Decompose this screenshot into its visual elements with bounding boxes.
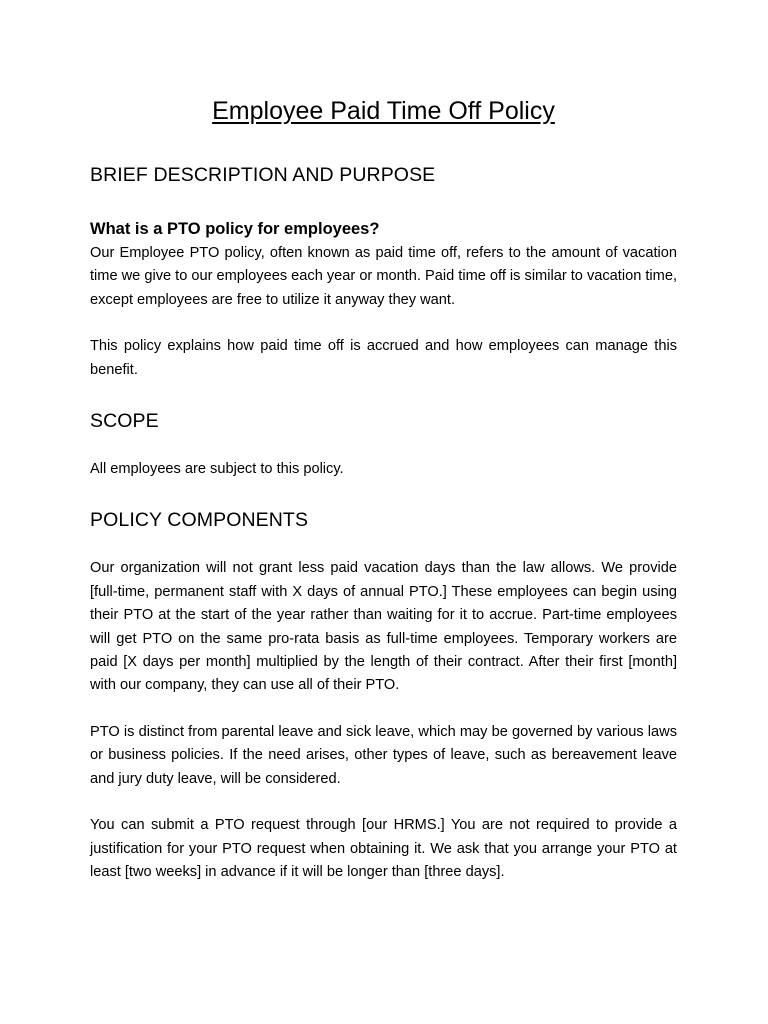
section-heading-scope: SCOPE: [90, 410, 159, 433]
paragraph-pto-definition: Our Employee PTO policy, often known as paid time off, refers to the amount of vacation time we give to our employees each year or month. Paid time off is similar to vacation time, except employees are free to utilize it anyway they want.: [90, 245, 677, 308]
paragraph-vacation-days: Our organization will not grant less paid vacation days than the law allows. We provide [full-time, permanent staff with X days of annual PTO.] These employees can begin using their PTO at the start of the year rather than waiting for it to accrue. Part-time employees will get PTO on the same pro-rata basis as full-time employees. Temporary workers are paid [X days per month] multiplied by the length of their contract. After their first [month] with our company, they can use all of their PTO.: [90, 560, 677, 694]
document-title: Employee Paid Time Off Policy: [212, 97, 555, 125]
subheading-what-is-pto: What is a PTO policy for employees?: [90, 220, 380, 238]
paragraph-policy-explains: This policy explains how paid time off is accrued and how employees can manage this benefit.: [90, 338, 677, 378]
section-heading-brief-description: BRIEF DESCRIPTION AND PURPOSE: [90, 164, 436, 186]
section-heading-policy-components: POLICY COMPONENTS: [90, 509, 309, 532]
paragraph-pto-request: You can submit a PTO request through [our HRMS.] You are not required to provide a justification for your PTO request when obtaining it. We ask that you arrange your PTO at least [two weeks] in advance if it will be longer than [three days].: [90, 817, 677, 880]
paragraph-scope: All employees are subject to this policy.: [90, 461, 344, 478]
paragraph-pto-distinct: PTO is distinct from parental leave and sick leave, which may be governed by various laws or business policies. If the need arises, other types of leave, such as bereavement leave and jury duty leave, will be considered.: [90, 723, 677, 787]
document-body: [90, 94, 677, 884]
